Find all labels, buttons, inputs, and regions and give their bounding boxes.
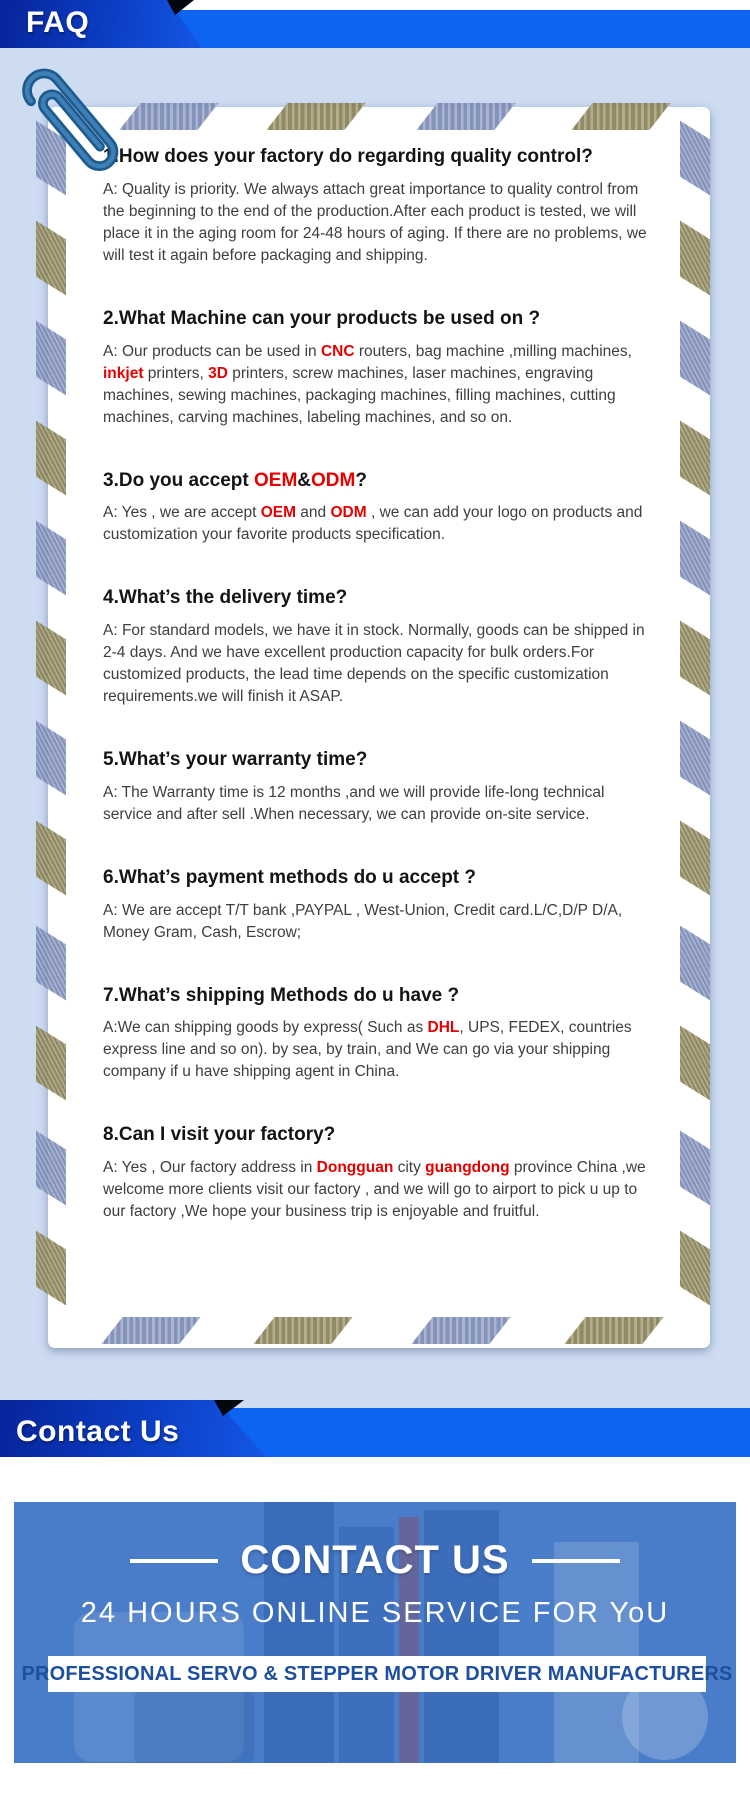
- tape-decoration: [119, 103, 218, 130]
- faq-question: [103, 984, 651, 1008]
- text-segment: A:We can shipping goods by express( Such as: [103, 1019, 428, 1037]
- text-segment: ?: [355, 469, 367, 491]
- tape-decoration: [680, 721, 710, 796]
- text-segment: routers, bag machine ,milling machines,: [354, 342, 632, 360]
- text-segment: city: [393, 1159, 426, 1176]
- heading-dash-left: [130, 1559, 218, 1563]
- text-segment: 5.What’s your warranty time?: [103, 749, 368, 770]
- text-segment: and: [296, 504, 331, 522]
- contact-box: [14, 1502, 736, 1763]
- text-segment: A: Quality is priority. We always attach great importance to quality control from the beginning to the end of the production.After each product is tested, we will place it in the aging room for 24-48 hours of aging. If there are no problems, we will test it again before packaging and shipping.: [103, 180, 647, 264]
- faq-answer: [103, 1017, 651, 1083]
- faq-item: [103, 748, 651, 826]
- faq-paper-card: [48, 107, 710, 1348]
- faq-question: [103, 866, 651, 890]
- text-segment: 6.What’s payment methods do u accept ?: [103, 866, 477, 888]
- contact-subheading: 24 HOURS ONLINE SERVICE FOR YoU: [80, 1597, 670, 1629]
- faq-question: [103, 307, 651, 331]
- text-segment: &: [297, 469, 312, 491]
- faq-item: [103, 866, 651, 944]
- tape-decoration: [680, 1026, 710, 1101]
- tape-decoration: [680, 221, 710, 296]
- faq-item: [103, 1123, 651, 1223]
- tape-decoration: [416, 103, 515, 130]
- tape-decoration: [101, 1317, 200, 1344]
- tape-decoration: [411, 1317, 510, 1344]
- highlighted-keyword: OEM: [254, 469, 298, 491]
- text-segment: A: Yes , we are accept: [103, 504, 261, 522]
- paperclip-icon: [18, 46, 128, 204]
- text-segment: A: Our products can be used in: [103, 342, 321, 360]
- tape-decoration: [680, 926, 710, 1001]
- highlighted-keyword: CNC: [320, 342, 355, 360]
- text-segment: 1.How does your factory do regarding quality control?: [103, 146, 593, 167]
- highlighted-keyword: Dongguan: [316, 1159, 394, 1176]
- faq-item: [103, 307, 651, 429]
- highlighted-keyword: ODM: [311, 469, 356, 491]
- tape-decoration: [680, 321, 710, 396]
- contact-heading-row: [14, 1502, 736, 1583]
- text-segment: printers, screw machines, laser machines, engraving machines, sewing machines, packaging machines, filling machines, cutting machines, carving machines, labeling machines, and so on.: [103, 364, 616, 426]
- text-segment: A: We are accept T/T bank ,PAYPAL , West-Union, Credit card.L/C,D/P D/A, Money Gram, Cash, Escrow;: [103, 901, 623, 941]
- tape-decoration: [680, 1131, 710, 1206]
- text-segment: 3.Do you accept: [103, 469, 254, 491]
- faq-item: [103, 469, 651, 547]
- heading-dash-right: [532, 1559, 620, 1563]
- faq-answer: [103, 1157, 651, 1223]
- faq-answer: [103, 782, 651, 826]
- faq-list: [103, 145, 651, 1263]
- highlighted-keyword: DHL: [427, 1019, 460, 1037]
- text-segment: 7.What’s shipping Methods do u have ?: [103, 984, 460, 1006]
- tape-decoration: [680, 621, 710, 696]
- contact-section-banner: [0, 1400, 750, 1457]
- text-segment: , we can add your logo on products and customization your favorite products specification.: [103, 504, 643, 544]
- highlighted-keyword: guangdong: [425, 1159, 510, 1176]
- faq-question: [103, 469, 651, 493]
- tape-decoration: [266, 103, 365, 130]
- faq-section-banner: [0, 0, 750, 48]
- highlighted-keyword: OEM: [260, 504, 296, 522]
- tape-decoration: [680, 821, 710, 896]
- faq-answer: [103, 341, 651, 429]
- text-segment: 8.Can I visit your factory?: [103, 1124, 336, 1146]
- tape-decoration: [680, 121, 710, 196]
- faq-banner-title: FAQ: [26, 6, 90, 39]
- highlighted-keyword: 3D: [208, 364, 228, 382]
- text-segment: , UPS, FEDEX, countries express line and so on). by sea, by train, and We can go via your shipping company if u have shipping agent in China.: [103, 1019, 632, 1081]
- tape-decoration: [571, 103, 670, 130]
- tape-decoration: [680, 1231, 710, 1306]
- faq-answer: [103, 179, 651, 267]
- faq-question: [103, 586, 651, 610]
- text-segment: province China ,we welcome more clients visit our factory , and we will go to airport to pick u up to our factory ,We hope your business trip is enjoyable and fruitful.: [103, 1159, 646, 1220]
- contact-heading: CONTACT US: [240, 1538, 510, 1582]
- tape-decoration: [564, 1317, 663, 1344]
- text-segment: A: For standard models, we have it in stock. Normally, goods can be shipped in 2-4 days. And we have excellent production capacity for bulk orders.For customized products, the lead time depends on the specific customization requirements.we will finish it ASAP.: [103, 622, 645, 705]
- text-segment: 4.What’s the delivery time?: [103, 587, 348, 609]
- highlighted-keyword: inkjet: [103, 364, 144, 382]
- contact-content: [14, 1502, 736, 1763]
- faq-answer: [103, 900, 651, 944]
- text-segment: printers,: [143, 364, 209, 382]
- contact-slogan-bar: PROFESSIONAL SERVO & STEPPER MOTOR DRIVER MANUFACTURERS: [48, 1656, 706, 1692]
- tape-decoration: [680, 521, 710, 596]
- contact-banner-title: Contact Us: [16, 1415, 180, 1448]
- faq-item: [103, 984, 651, 1084]
- faq-answer: [103, 502, 651, 546]
- text-segment: 2.What Machine can your products be used on ?: [103, 307, 541, 329]
- faq-question: [103, 748, 651, 772]
- tape-decoration: [680, 421, 710, 496]
- faq-item: [103, 145, 651, 267]
- highlighted-keyword: ODM: [330, 504, 367, 522]
- faq-answer: [103, 620, 651, 708]
- faq-question: [103, 1123, 651, 1147]
- text-segment: A: The Warranty time is 12 months ,and we will provide life-long technical service and after sell .When necessary, we can provide on-site service.: [103, 783, 605, 823]
- faq-question: [103, 145, 651, 169]
- text-segment: A: Yes , Our factory address in: [103, 1159, 317, 1176]
- tape-decoration: [253, 1317, 352, 1344]
- faq-item: [103, 586, 651, 708]
